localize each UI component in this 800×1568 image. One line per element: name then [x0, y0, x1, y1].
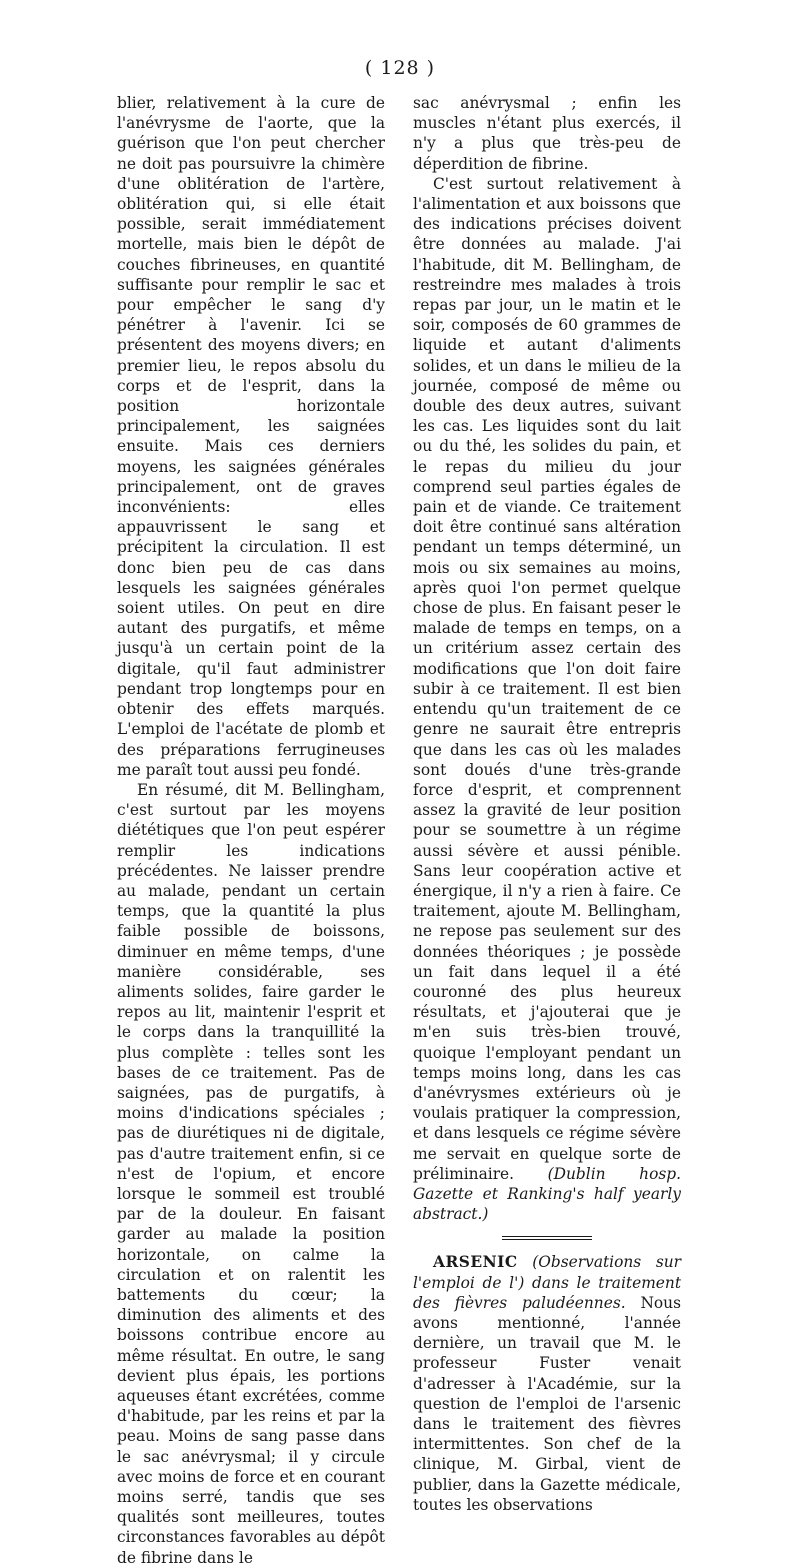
left-column	[117, 93, 385, 1568]
paragraph: blier, relativement à la cure de l'anévrysme de l'aorte, que la guérison que l'on peut chercher ne doit pas poursuivre la chimère d'une oblitération de l'artère, oblitération qui, si elle était possible, serait immédiatement mortelle, mais bien le dépôt de couches fibrineuses, en quantité suffisante pour remplir le sac et pour empêcher le sang d'y pénétrer à l'avenir. Ici se présentent des moyens divers; en premier lieu, le repos absolu du corps et de l'esprit, dans la position horizontale principalement, les saignées ensuite. Mais ces derniers moyens, les saignées générales principalement, ont de graves inconvénients: elles appauvrissent le sang et précipitent la circulation. Il est donc bien peu de cas dans lesquels les saignées générales soient utiles. On peut en dire autant des purgatifs, et même jusqu'à un certain point de la digitale, qu'il faut administrer pendant trop longtemps pour en obtenir des effets marqués. L'emploi de l'acétate de plomb et des préparations ferrugineuses me paraît tout aussi peu fondé.	[117, 94, 385, 779]
paragraph: C'est surtout relativement à l'alimentation et aux boissons que des indications précises doivent être données au malade. J'ai l'habitude, dit M. Bellingham, de restreindre mes malades à trois repas par jour, un le matin et le soir, composés de 60 grammes de liquide et autant d'aliments solides, et un dans le milieu de la journée, composé de même ou double des deux autres, suivant les cas. Les liquides sont du lait ou du thé, les solides du pain, et le repas du milieu du jour comprend seul parties égales de pain et de viande. Ce traitement doit être continué sans altération pendant un temps déterminé, un mois ou six semaines au moins, après quoi l'on permet quelque chose de plus. En faisant peser le malade de temps en temps, on a un critérium assez certain des modifications que l'on doit faire subir à ce traitement. Il est bien entendu qu'un traitement de ce genre ne saurait être entrepris que dans les cas où les malades sont doués d'une très-grande force d'esprit, et comprennent assez la gravité de leur position pour se soumettre à un régime aussi sévère et aussi pénible. Sans leur coopération active et énergique, il n'y a rien à faire. Ce traitement, ajoute M. Bellingham, ne repose pas seulement sur des données théoriques ; je possède un fait dans lequel il a été couronné des plus heureux résultats, et j'ajouterai que je m'en suis très-bien trouvé, quoique l'employant pendant un temps moins long, dans les cas d'anévrysmes extérieurs où je voulais pratiquer la compression, et dans lesquels ce régime sévère me servait en quelque sorte de préliminaire.	[413, 174, 681, 1183]
section-body: Nous avons mentionné, l'année dernière, un travail que M. le professeur Fuster venait d'adresser à l'Académie, sur la question de l'emploi de l'arsenic dans le traitement des fièvres intermittentes. Son chef de la clinique, M. Girbal, vient de publier, dans la Gazette médicale, toutes les observations	[413, 1293, 681, 1514]
arsenic-section	[413, 1252, 681, 1515]
section-heading: ARSENIC	[433, 1253, 518, 1272]
section-divider	[502, 1236, 592, 1240]
paragraph: sac anévrysmal ; enfin les muscles n'étant plus exercés, il n'y a plus que très-peu de déperdition de fibrine.	[413, 94, 681, 173]
paragraph: En résumé, dit M. Bellingham, c'est surtout par les moyens diététiques que l'on peut espérer remplir les indications précédentes. Ne laisser prendre au malade, pendant un certain temps, que la quantité la plus faible possible de boissons, diminuer en même temps, d'une manière considérable, ses aliments solides, faire garder le repos au lit, maintenir l'esprit et le corps dans la tranquillité la plus complète : telles sont les bases de ce traitement. Pas de saignées, pas de purgatifs, à moins d'indications spéciales ; pas de diurétiques ni de digitale, pas d'autre traitement enfin, si ce n'est de l'opium, et encore lorsque le sommeil est troublé par de la douleur. En faisant garder au malade la position horizontale, on calme la circulation et on ralentit les battements du cœur; la diminution des aliments et des boissons contribue encore au même résultat. En outre, le sang devient plus épais, les portions aqueuses étant excrétées, comme d'habitude, par les reins et par la peau. Moins de sang passe dans le sac anévrysmal; il y circule avec moins de force et en courant moins serré, tandis que ses qualités sont meilleures, toutes circonstances favorables au dépôt de fibrine dans le	[117, 780, 385, 1567]
page-number: ( 128 )	[364, 57, 436, 79]
right-column	[413, 93, 681, 1515]
citation: (Dublin hosp. Gazette et Ranking's half yearly abstract.)	[413, 1164, 681, 1224]
section-subtitle: (Observations sur l'emploi de l') dans le traitement des fièvres paludéennes.	[413, 1253, 681, 1312]
paragraph-with-citation	[413, 174, 681, 1225]
